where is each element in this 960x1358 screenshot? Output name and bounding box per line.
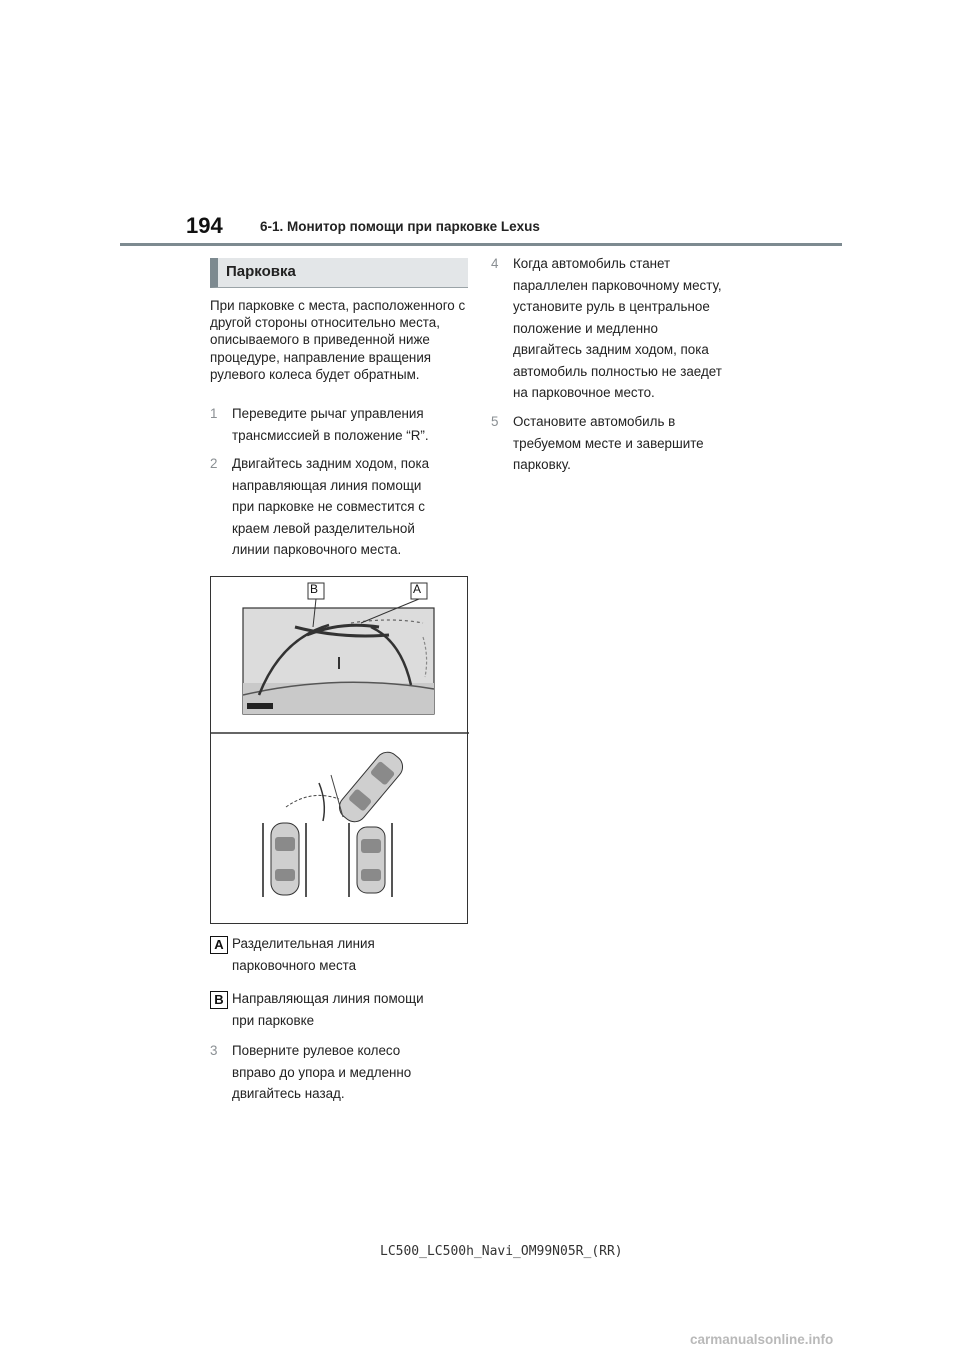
step-line: требуемом месте и завершите — [513, 435, 704, 451]
definition-line: парковочного места — [232, 958, 357, 973]
page-number: 194 — [186, 213, 223, 238]
definition-line: Направляющая линия помощи — [232, 991, 424, 1006]
watermark: carmanualsonline.info — [690, 1332, 834, 1347]
step-line: установите руль в центральное — [513, 299, 710, 314]
step-line: Когда автомобиль станет — [513, 256, 671, 271]
step-line: на парковочное место. — [513, 385, 655, 400]
definition-a-key: A — [210, 936, 228, 954]
definition-b — [232, 988, 472, 1032]
step-number: 3 — [210, 1043, 218, 1058]
step-number: 2 — [210, 456, 218, 471]
step-line: вправо до упора и медленно — [232, 1064, 412, 1080]
callout-a-label: A — [413, 582, 422, 596]
step-line: двигайтесь назад. — [232, 1086, 345, 1101]
intro-paragraph: При парковке с места, расположенного с другой стороны относительно места, описываемого в приведенной ниже процедуре, направление вращения рулевого колеса будет обратным. — [210, 298, 466, 382]
callout-b-label: B — [310, 582, 319, 596]
step-1 — [210, 403, 472, 446]
step-line: параллелен парковочному месту, — [513, 277, 722, 293]
footer-code: LC500_LC500h_Navi_OM99N05R_(RR) — [380, 1244, 623, 1259]
step-line: направляющая линия помощи — [232, 477, 422, 493]
definition-line: Разделительная линия — [232, 936, 375, 951]
step-line: краем левой разделительной — [232, 520, 415, 536]
step-line: линии парковочного места. — [232, 542, 402, 557]
step-2 — [210, 453, 472, 561]
header-rule — [120, 243, 842, 246]
step-line: автомобиль полностью не заедет — [513, 363, 722, 379]
screen-indicator — [247, 703, 273, 709]
parked-car-left — [271, 823, 299, 895]
step-line: Переведите рычаг управления — [232, 406, 424, 421]
step-line: Поверните рулевое колесо — [232, 1043, 401, 1058]
step-line: Двигайтесь задним ходом, пока — [232, 456, 430, 471]
step-5 — [491, 411, 761, 476]
step-number: 4 — [491, 256, 499, 271]
step-3 — [210, 1040, 472, 1105]
step-line: Остановите автомобиль в — [513, 414, 676, 429]
parking-illustration — [211, 577, 469, 925]
definition-b-key: B — [210, 991, 228, 1009]
parked-car-right — [357, 827, 385, 893]
parking-figure — [210, 576, 468, 924]
heading-title: Парковка — [226, 263, 296, 280]
definition-line: при парковке — [232, 1013, 315, 1028]
section-title: 6-1. Монитор помощи при парковке Lexus — [260, 219, 540, 234]
step-number: 1 — [210, 406, 218, 421]
step-line: трансмиссией в положение “R”. — [232, 427, 429, 443]
heading-box — [210, 258, 468, 288]
definition-a — [232, 933, 472, 977]
step-number: 5 — [491, 414, 499, 429]
step-line: парковку. — [513, 457, 571, 472]
step-line: при парковке не совместится с — [232, 499, 425, 514]
monitor-bumper-area — [243, 683, 434, 714]
moving-car — [335, 747, 408, 826]
step-line: положение и медленно — [513, 320, 658, 336]
step-line: двигайтесь задним ходом, пока — [513, 342, 709, 357]
step-4 — [491, 253, 761, 404]
